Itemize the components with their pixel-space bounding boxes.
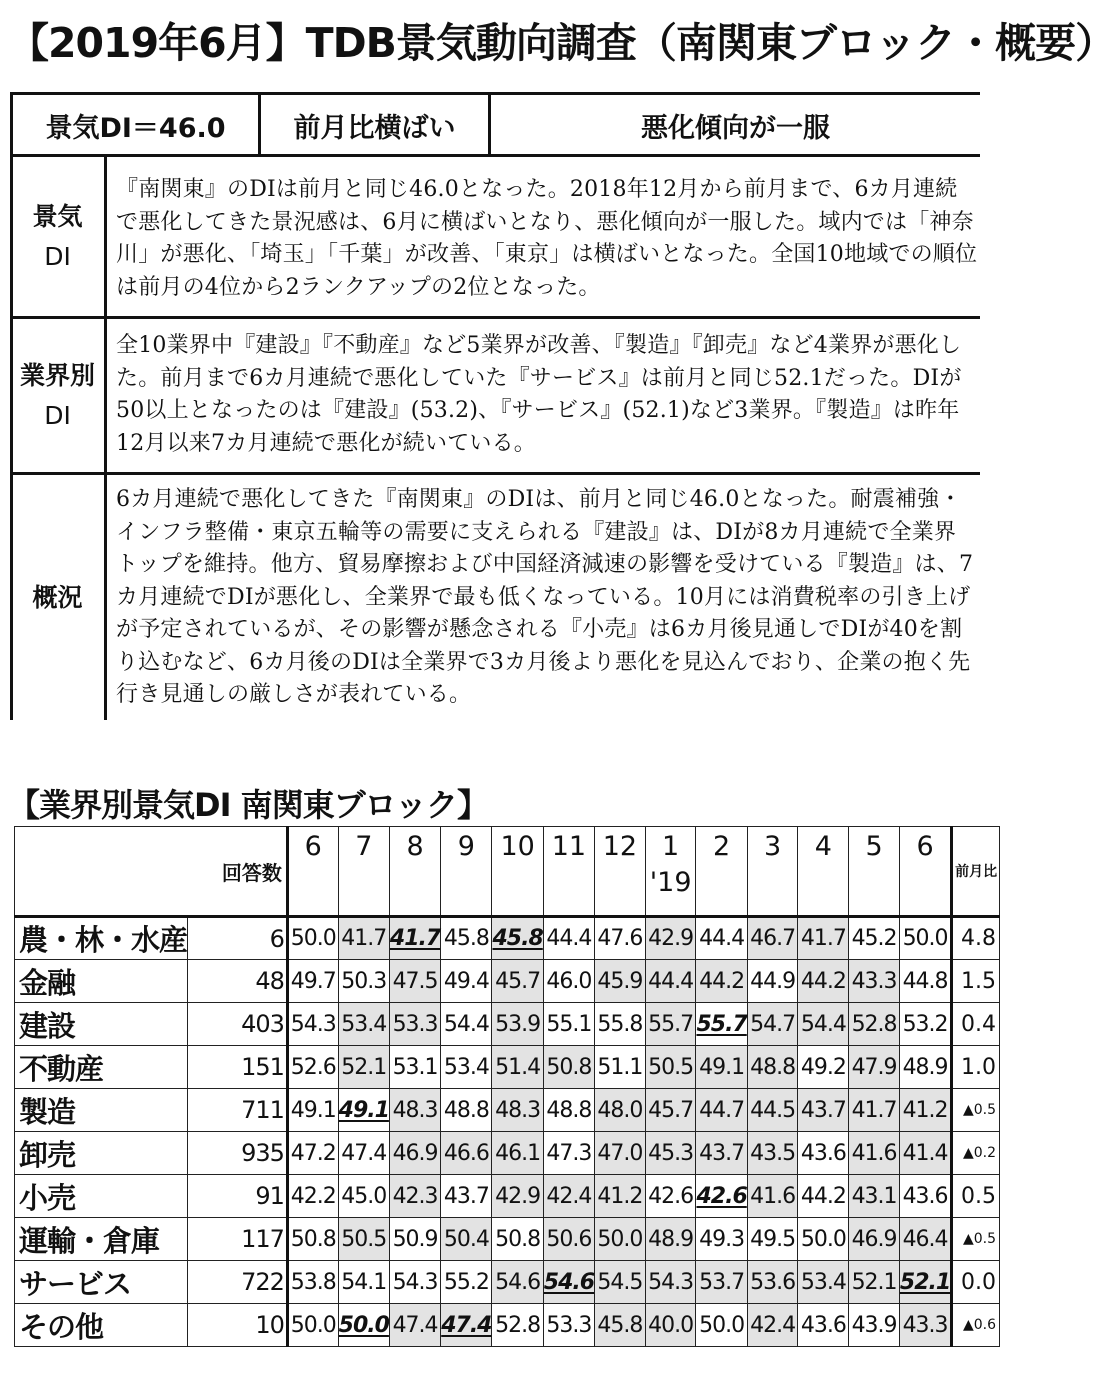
di-value: 50.0 <box>287 917 338 960</box>
di-value: 50.0 <box>696 1304 747 1347</box>
table-row <box>15 1089 1000 1132</box>
section-label-line: DI <box>44 400 71 430</box>
di-value: 52.1 <box>849 1261 900 1304</box>
summary-divider-2 <box>10 472 980 475</box>
di-value: 45.8 <box>441 917 492 960</box>
di-value: 48.8 <box>441 1089 492 1132</box>
di-value: 44.4 <box>543 917 594 960</box>
di-value: 51.1 <box>595 1046 646 1089</box>
di-value: 46.1 <box>492 1132 543 1175</box>
di-value: 47.4 <box>441 1304 492 1347</box>
respondent-count: 10 <box>188 1304 288 1347</box>
di-value: 44.4 <box>696 917 747 960</box>
di-value: 41.4 <box>899 1132 951 1175</box>
di-value: 43.6 <box>798 1132 849 1175</box>
di-value: 46.6 <box>441 1132 492 1175</box>
di-value: 50.5 <box>645 1046 696 1089</box>
di-value: 41.2 <box>595 1175 646 1218</box>
respondents-header: 回答数 <box>15 827 288 917</box>
di-value: 49.5 <box>747 1218 798 1261</box>
di-value: 54.1 <box>338 1261 389 1304</box>
di-value: 41.6 <box>747 1175 798 1218</box>
di-value: 41.7 <box>389 917 440 960</box>
di-value: 44.7 <box>696 1089 747 1132</box>
change-header: 前月比 <box>952 827 1000 917</box>
di-value: 44.5 <box>747 1089 798 1132</box>
di-value: 54.3 <box>645 1261 696 1304</box>
month-header: 9 <box>441 827 492 917</box>
di-value: 46.7 <box>747 917 798 960</box>
di-value: 50.3 <box>338 960 389 1003</box>
di-value: 54.3 <box>287 1003 338 1046</box>
di-value: 50.0 <box>338 1304 389 1347</box>
di-value: 53.3 <box>389 1003 440 1046</box>
di-value: 53.4 <box>798 1261 849 1304</box>
di-value: 52.6 <box>287 1046 338 1089</box>
month-header: 3 <box>747 827 798 917</box>
month-header: 10 <box>492 827 543 917</box>
di-value: 54.7 <box>747 1003 798 1046</box>
month-over-month-change: ▲0.2 <box>952 1132 1000 1175</box>
di-value: 45.0 <box>338 1175 389 1218</box>
di-value: 48.3 <box>389 1089 440 1132</box>
di-value: 52.1 <box>338 1046 389 1089</box>
section-label-line: 概況 <box>32 582 83 612</box>
section-label-overview <box>10 475 105 720</box>
di-value: 43.7 <box>441 1175 492 1218</box>
di-value: 50.8 <box>543 1046 594 1089</box>
di-value: 53.6 <box>747 1261 798 1304</box>
di-value: 40.0 <box>645 1304 696 1347</box>
di-value: 43.7 <box>798 1089 849 1132</box>
respondent-count: 6 <box>188 917 288 960</box>
month-header: 6 <box>899 827 951 917</box>
di-value: 48.9 <box>645 1218 696 1261</box>
di-value: 50.5 <box>338 1218 389 1261</box>
month-over-month-change: 0.5 <box>952 1175 1000 1218</box>
di-value: 41.2 <box>899 1089 951 1132</box>
month-header: 5 <box>849 827 900 917</box>
di-value: 47.2 <box>287 1132 338 1175</box>
di-value: 45.8 <box>595 1304 646 1347</box>
industry-name: 小売 <box>15 1175 188 1218</box>
di-value: 50.6 <box>543 1218 594 1261</box>
month-header: 4 <box>798 827 849 917</box>
month-header: 12 <box>595 827 646 917</box>
di-value: 47.6 <box>595 917 646 960</box>
di-value: 42.6 <box>645 1175 696 1218</box>
di-value: 47.4 <box>338 1132 389 1175</box>
di-value: 50.0 <box>798 1218 849 1261</box>
di-value: 54.6 <box>492 1261 543 1304</box>
respondent-count: 722 <box>188 1261 288 1304</box>
di-value: 47.4 <box>389 1304 440 1347</box>
di-value: 45.2 <box>849 917 900 960</box>
section-label-business-di <box>10 157 105 316</box>
di-value: 52.8 <box>849 1003 900 1046</box>
di-value: 45.3 <box>645 1132 696 1175</box>
di-value: 54.3 <box>389 1261 440 1304</box>
section-label-line: DI <box>44 241 71 271</box>
industry-name: 金融 <box>15 960 188 1003</box>
industry-name: 農・林・水産 <box>15 917 188 960</box>
di-value: 42.6 <box>696 1175 747 1218</box>
di-value: 44.8 <box>899 960 951 1003</box>
summary-box <box>10 92 980 720</box>
month-header: 8 <box>389 827 440 917</box>
di-value: 49.1 <box>287 1089 338 1132</box>
industry-di-table <box>14 826 1000 1347</box>
page-title: 【2019年6月】TDB景気動向調査（南関東ブロック・概要） <box>8 19 1115 67</box>
di-value: 53.2 <box>899 1003 951 1046</box>
industry-name: 不動産 <box>15 1046 188 1089</box>
section-label-line: 業界別 <box>19 360 95 390</box>
respondent-count: 403 <box>188 1003 288 1046</box>
summary-di-value: 景気DI＝46.0 <box>45 112 226 144</box>
di-value: 50.4 <box>441 1218 492 1261</box>
di-value: 43.9 <box>849 1304 900 1347</box>
table-row <box>15 1046 1000 1089</box>
month-header: 2 <box>696 827 747 917</box>
di-value: 43.6 <box>899 1175 951 1218</box>
di-value: 50.0 <box>595 1218 646 1261</box>
respondent-count: 91 <box>188 1175 288 1218</box>
summary-top-border <box>10 92 980 95</box>
di-value: 47.3 <box>543 1132 594 1175</box>
di-value: 49.1 <box>696 1046 747 1089</box>
month-over-month-change: 0.4 <box>952 1003 1000 1046</box>
di-value: 42.3 <box>389 1175 440 1218</box>
table-row <box>15 917 1000 960</box>
industry-name: 卸売 <box>15 1132 188 1175</box>
di-value: 43.1 <box>849 1175 900 1218</box>
respondent-count: 711 <box>188 1089 288 1132</box>
month-header: 7 <box>338 827 389 917</box>
di-value: 54.5 <box>595 1261 646 1304</box>
di-value: 45.7 <box>492 960 543 1003</box>
month-over-month-change: 1.0 <box>952 1046 1000 1089</box>
table-row <box>15 1304 1000 1347</box>
industry-name: サービス <box>15 1261 188 1304</box>
di-value: 41.6 <box>849 1132 900 1175</box>
table-row <box>15 1003 1000 1046</box>
month-over-month-change: 0.0 <box>952 1261 1000 1304</box>
month-header: 11 <box>543 827 594 917</box>
di-value: 55.8 <box>595 1003 646 1046</box>
di-value: 50.9 <box>389 1218 440 1261</box>
di-value: 43.5 <box>747 1132 798 1175</box>
di-value: 46.0 <box>543 960 594 1003</box>
di-value: 48.3 <box>492 1089 543 1132</box>
summary-mom-status: 前月比横ばい <box>293 112 456 144</box>
respondent-count: 935 <box>188 1132 288 1175</box>
di-value: 46.4 <box>899 1218 951 1261</box>
summary-header-divider <box>10 154 980 157</box>
summary-trend: 悪化傾向が一服 <box>641 112 830 144</box>
table-row <box>15 1175 1000 1218</box>
di-value: 55.7 <box>645 1003 696 1046</box>
di-value: 44.2 <box>696 960 747 1003</box>
di-value: 55.1 <box>543 1003 594 1046</box>
month-over-month-change: 1.5 <box>952 960 1000 1003</box>
di-value: 54.4 <box>798 1003 849 1046</box>
di-value: 43.3 <box>849 960 900 1003</box>
di-value: 53.3 <box>543 1304 594 1347</box>
table-row <box>15 960 1000 1003</box>
di-value: 45.8 <box>492 917 543 960</box>
di-value: 41.7 <box>849 1089 900 1132</box>
month-over-month-change: ▲0.5 <box>952 1089 1000 1132</box>
month-over-month-change: 4.8 <box>952 917 1000 960</box>
section-label-line: 景気 <box>32 201 83 231</box>
di-value: 45.9 <box>595 960 646 1003</box>
di-value: 42.4 <box>747 1304 798 1347</box>
respondent-count: 117 <box>188 1218 288 1261</box>
di-value: 43.6 <box>798 1304 849 1347</box>
industry-name: 運輸・倉庫 <box>15 1218 188 1261</box>
table-title: 【業界別景気DI 南関東ブロック】 <box>8 786 488 824</box>
di-value: 48.8 <box>543 1089 594 1132</box>
di-value: 45.7 <box>645 1089 696 1132</box>
month-header: 6 <box>287 827 338 917</box>
month-over-month-change: ▲0.5 <box>952 1218 1000 1261</box>
di-value: 53.4 <box>338 1003 389 1046</box>
di-value: 46.9 <box>849 1218 900 1261</box>
di-value: 52.1 <box>899 1261 951 1304</box>
summary-divider-1 <box>10 316 980 319</box>
di-value: 49.3 <box>696 1218 747 1261</box>
di-value: 48.0 <box>595 1089 646 1132</box>
di-value: 47.0 <box>595 1132 646 1175</box>
section-text-industry-di: 全10業界中『建設』『不動産』など5業界が改善、『製造』『卸売』など4業界が悪化した。前月まで6カ月連続で悪化していた『サービス』は前月と同じ52.1だった。DIが50以上となったのは『建設』(53.2)、『サービス』(52.1)など3業界。『製造』は昨年12月以来7カ月連続で悪化が続いている。 <box>116 333 962 456</box>
year-marker: '19 <box>649 867 692 898</box>
di-value: 44.2 <box>798 960 849 1003</box>
di-value: 49.4 <box>441 960 492 1003</box>
di-value: 55.7 <box>696 1003 747 1046</box>
di-value: 42.9 <box>645 917 696 960</box>
di-value: 51.4 <box>492 1046 543 1089</box>
di-value: 44.9 <box>747 960 798 1003</box>
table-header-row <box>15 827 1000 917</box>
di-value: 49.2 <box>798 1046 849 1089</box>
section-label-industry-di <box>10 319 105 472</box>
di-value: 49.7 <box>287 960 338 1003</box>
di-value: 50.8 <box>492 1218 543 1261</box>
industry-name: 建設 <box>15 1003 188 1046</box>
respondent-count: 48 <box>188 960 288 1003</box>
di-value: 41.7 <box>798 917 849 960</box>
di-value: 48.8 <box>747 1046 798 1089</box>
table-row <box>15 1261 1000 1304</box>
di-value: 54.4 <box>441 1003 492 1046</box>
di-value: 41.7 <box>338 917 389 960</box>
section-text-business-di: 『南関東』のDIは前月と同じ46.0となった。2018年12月から前月まで、6カ月連続で悪化してきた景況感は、6月に横ばいとなり、悪化傾向が一服した。域内では「神奈川」が悪化、「埼玉」「千葉」が改善、「東京」は横ばいとなった。全国10地域での順位は前月の4位から2ランクアップの2位となった。 <box>116 177 978 300</box>
di-value: 48.9 <box>899 1046 951 1089</box>
di-value: 55.2 <box>441 1261 492 1304</box>
di-value: 50.0 <box>287 1304 338 1347</box>
di-value: 46.9 <box>389 1132 440 1175</box>
di-value: 43.3 <box>899 1304 951 1347</box>
month-header: 1 '19 <box>645 827 696 917</box>
respondent-count: 151 <box>188 1046 288 1089</box>
di-value: 49.1 <box>338 1089 389 1132</box>
di-value: 47.9 <box>849 1046 900 1089</box>
di-value: 53.8 <box>287 1261 338 1304</box>
month-over-month-change: ▲0.6 <box>952 1304 1000 1347</box>
di-value: 52.8 <box>492 1304 543 1347</box>
section-text-overview: 6カ月連続で悪化してきた『南関東』のDIは、前月と同じ46.0となった。耐震補強・インフラ整備・東京五輪等の需要に支えられる『建設』は、DIが8カ月連続で全業界トップを維持。他方、貿易摩擦および中国経済減速の影響を受けている『製造』は、7カ月連続でDIが悪化し、全業界で最も低くなっている。10月には消費税率の引き上げが予定されているが、その影響が懸念される『小売』は6カ月後見通しでDIが40を割り込むなど、6カ月後のDIは全業界で3カ月後より悪化を見込んでおり、企業の抱く先行き見通しの厳しさが表れている。 <box>116 487 974 707</box>
di-value: 53.7 <box>696 1261 747 1304</box>
di-value: 44.4 <box>645 960 696 1003</box>
di-value: 53.1 <box>389 1046 440 1089</box>
di-value: 42.4 <box>543 1175 594 1218</box>
di-value: 50.8 <box>287 1218 338 1261</box>
table-row <box>15 1218 1000 1261</box>
industry-name: その他 <box>15 1304 188 1347</box>
di-value: 42.2 <box>287 1175 338 1218</box>
di-value: 50.0 <box>899 917 951 960</box>
di-value: 47.5 <box>389 960 440 1003</box>
di-value: 44.2 <box>798 1175 849 1218</box>
table-row <box>15 1132 1000 1175</box>
di-value: 53.4 <box>441 1046 492 1089</box>
di-value: 42.9 <box>492 1175 543 1218</box>
di-value: 43.7 <box>696 1132 747 1175</box>
di-value: 54.6 <box>543 1261 594 1304</box>
di-value: 53.9 <box>492 1003 543 1046</box>
industry-name: 製造 <box>15 1089 188 1132</box>
